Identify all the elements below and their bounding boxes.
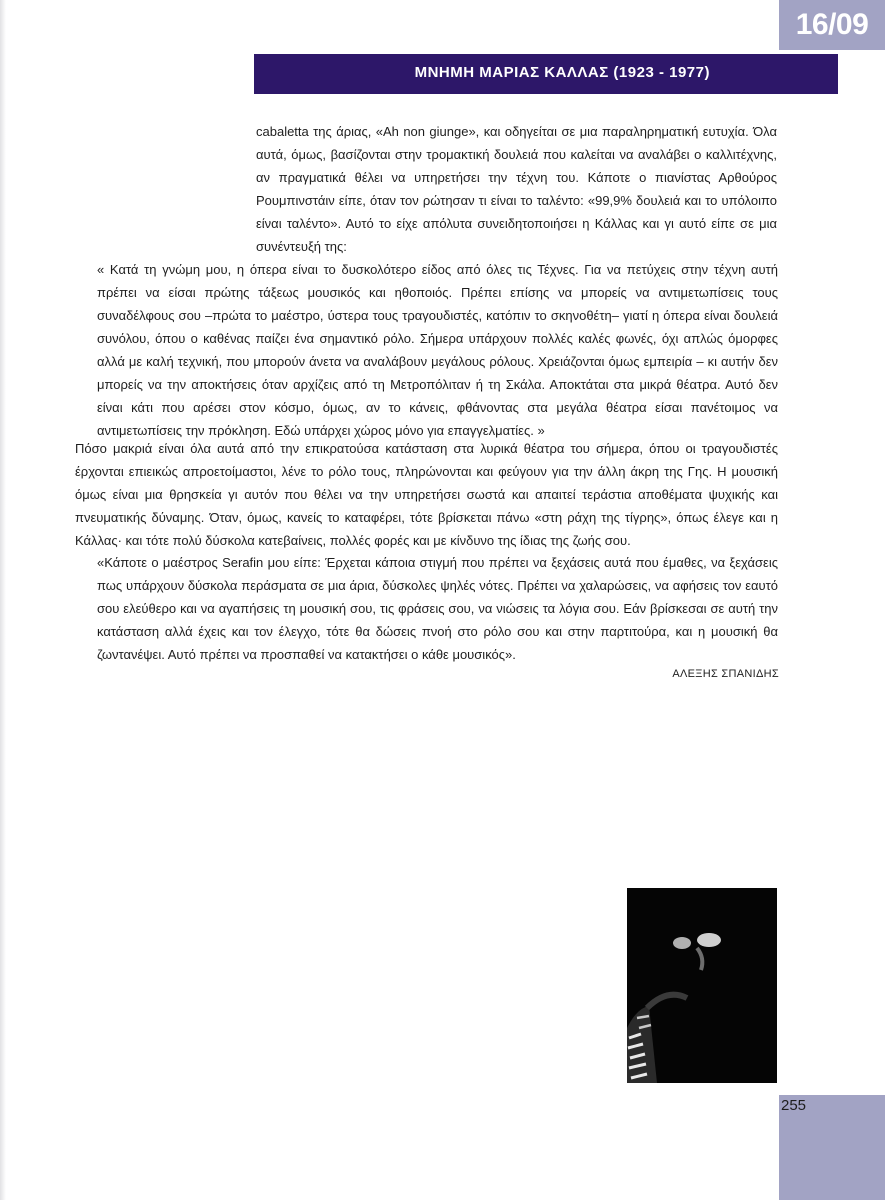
issue-tab bbox=[779, 0, 885, 50]
photo-figure-graphic bbox=[627, 888, 777, 1083]
section-header-bar bbox=[254, 54, 838, 94]
quote-paragraph-2: «Κάποτε ο μαέστρος Serafin μου είπε: Έρχεται κάποια στιγμή που πρέπει να ξεχάσεις αυτά που έμαθες, να ξεχάσεις πως υπάρχουν δύσκολα περάσματα σε μια άρια, δύσκολες ψηλές νότες. Πρέπει να χαλαρώσεις, να αφήσεις τον εαυτό σου ελεύθερο και να αγαπήσεις τη μουσική σου, τις φράσεις σου, να νιώσεις τα λόγια σου. Εάν βρίσκεσαι σε αυτή την κατάσταση αλλά έχεις και τον έλεγχο, τότε θα δώσεις πνοή στο ρόλο σου και στην παρτιτούρα, και η μουσική θα ζωντανέψει. Αυτό πρέπει να προσπαθεί να κατακτήσει ο κάθε μουσικός». bbox=[97, 555, 778, 662]
body-paragraph-2: Πόσο μακριά είναι όλα αυτά από την επικρατούσα κατάσταση στα λυρικά θέατρα του σήμερα, όπου οι τραγουδιστές έρχονται επιεικώς απροετοίμαστοι, λένε το ρόλο τους, πληρώνονται και φεύγουν για την άλλη άκρη της Γης. Η μουσική όμως είναι μια θρησκεία γι αυτόν που θέλει να την υπηρετήσει σωστά και απαιτεί τεράστια αποθέματα ψυχικής και πνευματικής δύναμης. Όταν, όμως, κανείς το καταφέρει, τότε βρίσκεται πάνω «στη ράχη της τίγρης», όπως έλεγε και η Κάλλας· και τότε πολύ δύσκολα κατεβαίνεις, πολλές φορές και με κίνδυνο της ίδιας της ζωής σου. bbox=[75, 441, 778, 548]
issue-tab-label: 16/09 bbox=[795, 8, 869, 41]
section-title: ΜΝΗΜΗ ΜΑΡΙΑΣ ΚΑΛΛΑΣ (1923 - 1977) bbox=[414, 64, 710, 81]
quote-paragraph-1: « Κατά τη γνώμη μου, η όπερα είναι το δυσκολότερο είδος από όλες τις Τέχνες. Για να πετύχεις στην τέχνη αυτή πρέπει να είσαι πρώτης τάξεως μουσικός και ηθοποιός. Πρέπει επίσης να μπορείς να αντιμετωπίσεις τους συναδέλφους σου –πρώτα το μαέστρο, ύστερα τους τραγουδιστές, κατόπιν το σκηνοθέτη– γιατί η όπερα είναι δουλειά συνόλου, όπου ο καθένας παίζει ένα σημαντικό ρόλο. Σήμερα υπάρχουν πολλές καλές φωνές, όχι απλώς όμορφες αλλά με καλή τεχνική, που μπορούν άνετα να αναλάβουν μεγάλους ρόλους. Χρειάζονται όμως εμπειρία – κι αυτήν δεν μπορείς να την αποκτήσεις όταν αρχίζεις από τη Μετροπόλιταν ή τη Σκάλα. Αποκτάται στα μικρά θέατρα. Αυτό δεν είναι κάτι που αρέσει στον κόσμο, όμως, αν το κάνεις, φθάνοντας στα μεγάλα θέατρα είσαι πανέτοιμος να αντιμετωπίσεις την πρόκληση. Εδώ υπάρχει χώρος μόνο για επαγγελματίες. » bbox=[97, 262, 778, 438]
page-edge bbox=[0, 0, 6, 1200]
performance-photo bbox=[627, 888, 777, 1083]
author-signature: ΑΛΕΞΗΣ ΣΠΑΝΙΔΗΣ bbox=[672, 668, 779, 680]
page-number: 255 bbox=[781, 1097, 807, 1114]
body-paragraph-1: cabaletta της άριας, «Ah non giunge», και οδηγείται σε μια παραληρηματική ευτυχία. Όλα αυτά, όμως, βασίζονται στην τρομακτική δουλειά που καλείται να αναλάβει ο καλλιτέχνης, αν πραγματικά θέλει να υπηρετήσει την τέχνη του. Κάποτε ο πιανίστας Αρθούρος Ρουμπινστάιν είπε, όταν τον ρώτησαν τι είναι το ταλέντο: «99,9% δουλειά και το υπόλοιπο είναι ταλέντο». Αυτό το είχε απόλυτα συνειδητοποιήσει η Κάλλας και γι αυτό είπε σε μια συνέντευξή της: bbox=[256, 124, 777, 254]
